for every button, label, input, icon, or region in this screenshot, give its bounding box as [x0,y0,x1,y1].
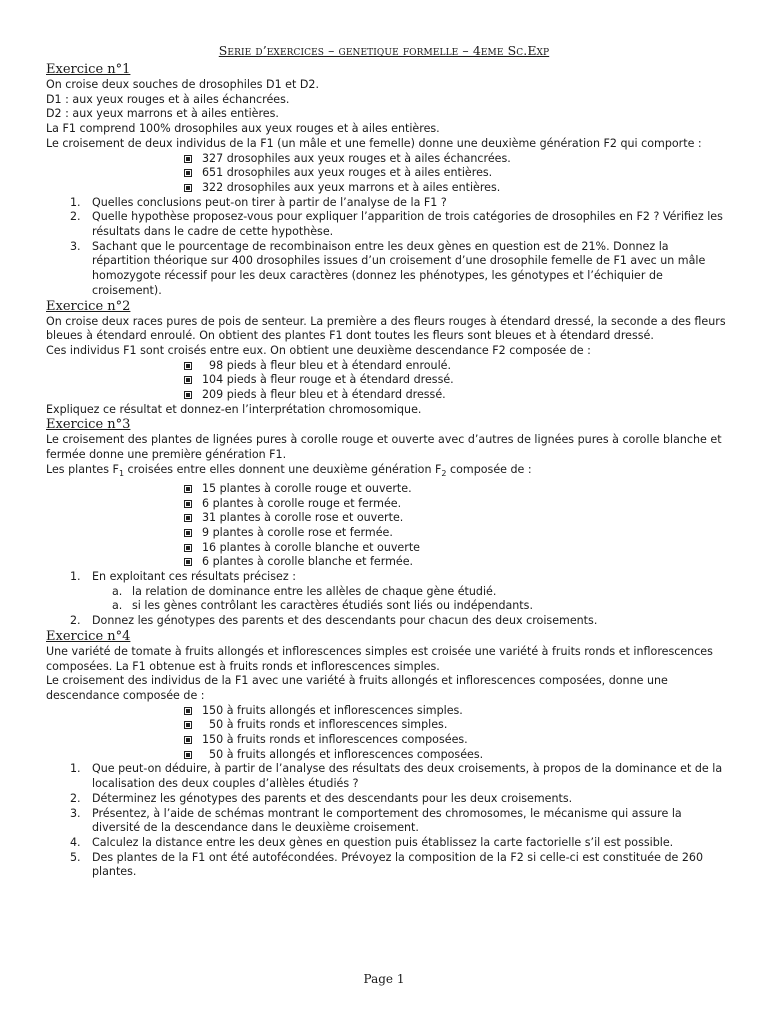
checkbox-square-icon [184,558,192,566]
bullet-list [46,152,726,196]
exercise-3-heading: Exercice n°3 [46,417,131,433]
exercise-4-heading: Exercice n°4 [46,628,131,644]
list-item: 98 pieds à fleur bleu et à étendard enroulé. [184,359,726,374]
checkbox-square-icon [184,707,192,715]
list-item: 50 à fruits ronds et inflorescences simples. [184,718,726,733]
page-number: Page 1 [363,972,405,986]
bullet-list [46,482,726,570]
paragraph: Le croisement des individus de la F1 avec une variété à fruits allongés et inflorescences composées, donne une descendance composée de : [46,674,668,702]
sub-question-list [46,585,726,614]
list-item: 651 drosophiles aux yeux rouges et à ailes entières. [184,166,726,181]
paragraph: On croise deux souches de drosophiles D1 et D2. [46,78,319,91]
checkbox-square-icon [184,736,192,744]
list-item: 327 drosophiles aux yeux rouges et à ailes échancrées. [184,152,726,167]
list-item: 150 à fruits ronds et inflorescences composées. [184,733,726,748]
question-item: 2. Déterminez les génotypes des parents et des descendants pour les deux croisements. [70,791,573,805]
paragraph: On croise deux races pures de pois de senteur. La première a des fleurs rouges à étendard dressé, la seconde a des fleurs bleues à étendard enroulé. On obtient des plantes F1 dont toutes les fleurs sont bleues et à étendard dressé. [46,314,726,343]
paragraph: Expliquez ce résultat et donnez-en l’interprétation chromosomique. [46,402,422,416]
list-item: 15 plantes à corolle rouge et ouverte. [184,482,726,497]
paragraph: D2 : aux yeux marrons et à ailes entières. [46,107,279,121]
question-item: 1. En exploitant ces résultats précisez : [70,570,296,584]
checkbox-square-icon [184,184,192,192]
paragraph: Ces individus F1 sont croisés entre eux. On obtient une deuxième descendance F2 composée de : [46,343,591,357]
list-item: 6 plantes à corolle blanche et fermée. [184,555,726,570]
question-list [46,570,726,585]
checkbox-square-icon [184,500,192,508]
question-item: 3. Présentez, à l’aide de schémas montrant le comportement des chromosomes, le mécanisme qui assure la diversité de la descendance dans le deuxième croisement. [70,806,682,835]
exercise-4 [46,629,726,880]
checkbox-square-icon [184,529,192,537]
exercise-2-heading: Exercice n°2 [46,298,131,314]
question-list [46,614,726,629]
paragraph: Le croisement des plantes de lignées pures à corolle rouge et ouverte avec d’autres de lignées pures à corolle blanche et fermée donne une première génération F1. [46,433,722,462]
exercise-1-heading: Exercice n°1 [46,62,131,77]
paragraph: Le croisement de deux individus de la F1 (un mâle et une femelle) donne une deuxième génération F2 qui comporte : [46,136,702,150]
bullet-list [46,704,726,763]
checkbox-square-icon [184,544,192,552]
checkbox-square-icon [184,721,192,729]
list-item: 9 plantes à corolle rose et fermée. [184,526,726,541]
checkbox-square-icon [184,751,192,759]
question-list [46,762,726,880]
list-item: 6 plantes à corolle rouge et fermée. [184,497,726,512]
document-content [46,62,726,880]
list-item: 50 à fruits allongés et inflorescences composées. [184,748,726,763]
question-item: 5. Des plantes de la F1 ont été autofécondées. Prévoyez la composition de la F2 si celle-ci est constituée de 260 plantes. [70,850,704,879]
exercise-1 [46,62,726,299]
paragraph: La F1 comprend 100% drosophiles aux yeux rouges et à ailes entières. [46,122,440,136]
checkbox-square-icon [184,155,192,163]
list-item: 16 plantes à corolle blanche et ouverte [184,541,726,556]
sub-question-item: a. si les gènes contrôlant les caractères étudiés sont liés ou indépendants. [112,599,533,613]
question-item: 1. Quelles conclusions peut-on tirer à partir de l’analyse de la F1 ? [70,195,447,209]
question-item: 2. Donnez les génotypes des parents et des descendants pour chacun des deux croisements. [70,614,598,628]
paragraph: D1 : aux yeux rouges et à ailes échancrées. [46,92,290,106]
list-item: 104 pieds à fleur rouge et à étendard dressé. [184,373,726,388]
bullet-list [46,359,726,403]
document-title: Serie d’exercices – genetique formelle – 4eme Sc.Exp [218,43,550,58]
checkbox-square-icon [184,362,192,370]
question-item: 2. Quelle hypothèse proposez-vous pour expliquer l’apparition de trois catégories de drosophiles en F2 ? Vérifiez les résultats dans le cadre de cette hypothèse. [70,210,723,239]
checkbox-square-icon [184,376,192,384]
question-list [46,196,726,299]
question-item: 4. Calculez la distance entre les deux gènes en question puis établissez la carte factorielle s’il est possible. [70,835,674,849]
list-item: 322 drosophiles aux yeux marrons et à ailes entières. [184,181,726,196]
checkbox-square-icon [184,169,192,177]
checkbox-square-icon [184,391,192,399]
sub-question-item: a. la relation de dominance entre les allèles de chaque gène étudié. [112,584,497,598]
paragraph: Les plantes $F_1$ croisées entre elles donnent une deuxième génération $F_2$ composée de : [46,462,532,479]
list-item: 150 à fruits allongés et inflorescences simples. [184,704,726,719]
list-item: 209 pieds à fleur bleu et à étendard dressé. [184,388,726,403]
list-item: 31 plantes à corolle rose et ouverte. [184,511,726,526]
exercise-3 [46,417,726,628]
question-item: 1. Que peut-on déduire, à partir de l’analyse des résultats des deux croisements, à propos de la dominance et de la localisation des deux couples d’allèles étudiés ? [70,762,723,791]
checkbox-square-icon [184,514,192,522]
question-item: 3. Sachant que le pourcentage de recombinaison entre les deux gènes en question est de 21%. Donnez la répartition théorique sur 400 drosophiles issues d’un croisement d’une drosophile femelle de F1 avec un mâle homozygote récessif pour les deux caractères (donnez les phénotypes, les génotypes et l’échiquier de croisement). [70,239,706,297]
checkbox-square-icon [184,485,192,493]
exercise-2 [46,299,726,418]
paragraph: Une variété de tomate à fruits allongés et inflorescences simples est croisée une variété à fruits ronds et inflorescences composées. La F1 obtenue est à fruits ronds et inflorescences simples. [46,644,713,673]
